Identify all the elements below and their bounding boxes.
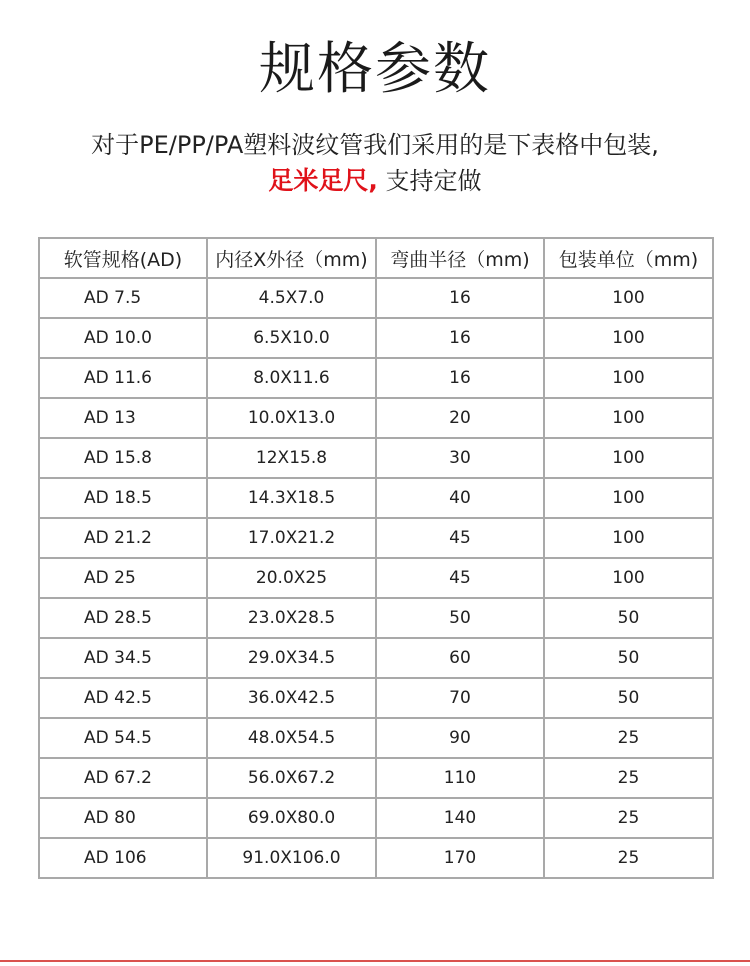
cell-diameter: 12X15.8 (207, 438, 376, 478)
description-line-2 (0, 164, 750, 198)
cell-package-unit: 100 (544, 398, 713, 438)
cell-diameter: 56.0X67.2 (207, 758, 376, 798)
cell-bend-radius: 45 (376, 558, 544, 598)
cell-diameter: 20.0X25 (207, 558, 376, 598)
cell-package-unit: 100 (544, 438, 713, 478)
cell-package-unit: 50 (544, 638, 713, 678)
table-row (39, 478, 713, 518)
cell-package-unit: 50 (544, 598, 713, 638)
cell-hose-spec: AD 42.5 (39, 678, 207, 718)
cell-package-unit: 25 (544, 758, 713, 798)
cell-bend-radius: 30 (376, 438, 544, 478)
cell-package-unit: 100 (544, 278, 713, 318)
cell-package-unit: 25 (544, 718, 713, 758)
cell-diameter: 10.0X13.0 (207, 398, 376, 438)
table-row (39, 758, 713, 798)
cell-hose-spec: AD 18.5 (39, 478, 207, 518)
cell-package-unit: 100 (544, 478, 713, 518)
cell-package-unit: 100 (544, 518, 713, 558)
cell-hose-spec: AD 13 (39, 398, 207, 438)
cell-hose-spec: AD 67.2 (39, 758, 207, 798)
description-line-1: 对于PE/PP/PA塑料波纹管我们采用的是下表格中包装, (91, 131, 659, 159)
cell-bend-radius: 20 (376, 398, 544, 438)
cell-package-unit: 25 (544, 838, 713, 878)
cell-diameter: 29.0X34.5 (207, 638, 376, 678)
page-title: 规格参数 (259, 37, 491, 102)
cell-hose-spec: AD 7.5 (39, 278, 207, 318)
cell-bend-radius: 40 (376, 478, 544, 518)
table-row (39, 558, 713, 598)
header-hose-spec: 软管规格(AD) (39, 238, 207, 278)
spec-table (38, 237, 714, 879)
cell-bend-radius: 110 (376, 758, 544, 798)
table-row (39, 598, 713, 638)
cell-hose-spec: AD 15.8 (39, 438, 207, 478)
cell-diameter: 14.3X18.5 (207, 478, 376, 518)
cell-diameter: 69.0X80.0 (207, 798, 376, 838)
table-row (39, 318, 713, 358)
cell-hose-spec: AD 28.5 (39, 598, 207, 638)
cell-hose-spec: AD 34.5 (39, 638, 207, 678)
cell-bend-radius: 16 (376, 278, 544, 318)
cell-hose-spec: AD 80 (39, 798, 207, 838)
table-row (39, 838, 713, 878)
table-row (39, 358, 713, 398)
table-row (39, 518, 713, 558)
cell-hose-spec: AD 21.2 (39, 518, 207, 558)
header-inner-outer-diameter: 内径X外径（mm) (207, 238, 376, 278)
bottom-divider (0, 960, 750, 962)
cell-bend-radius: 16 (376, 318, 544, 358)
cell-bend-radius: 50 (376, 598, 544, 638)
cell-package-unit: 50 (544, 678, 713, 718)
cell-diameter: 91.0X106.0 (207, 838, 376, 878)
cell-diameter: 17.0X21.2 (207, 518, 376, 558)
cell-hose-spec: AD 54.5 (39, 718, 207, 758)
highlight-text: 足米足尺, (268, 166, 378, 195)
cell-hose-spec: AD 106 (39, 838, 207, 878)
cell-hose-spec: AD 25 (39, 558, 207, 598)
header-bend-radius: 弯曲半径（mm) (376, 238, 544, 278)
table-row (39, 438, 713, 478)
table-row (39, 638, 713, 678)
cell-diameter: 8.0X11.6 (207, 358, 376, 398)
cell-package-unit: 100 (544, 558, 713, 598)
spec-table-body (39, 278, 713, 878)
table-row (39, 398, 713, 438)
table-row (39, 278, 713, 318)
table-header-row (39, 238, 713, 278)
cell-bend-radius: 70 (376, 678, 544, 718)
cell-hose-spec: AD 10.0 (39, 318, 207, 358)
cell-bend-radius: 60 (376, 638, 544, 678)
cell-diameter: 6.5X10.0 (207, 318, 376, 358)
table-row (39, 798, 713, 838)
cell-bend-radius: 45 (376, 518, 544, 558)
cell-package-unit: 25 (544, 798, 713, 838)
table-row (39, 678, 713, 718)
table-row (39, 718, 713, 758)
cell-package-unit: 100 (544, 358, 713, 398)
cell-hose-spec: AD 11.6 (39, 358, 207, 398)
cell-diameter: 4.5X7.0 (207, 278, 376, 318)
description-line-2-rest: 支持定做 (377, 167, 482, 195)
cell-bend-radius: 16 (376, 358, 544, 398)
cell-diameter: 23.0X28.5 (207, 598, 376, 638)
cell-bend-radius: 140 (376, 798, 544, 838)
cell-package-unit: 100 (544, 318, 713, 358)
cell-bend-radius: 90 (376, 718, 544, 758)
cell-diameter: 36.0X42.5 (207, 678, 376, 718)
cell-bend-radius: 170 (376, 838, 544, 878)
header-package-unit: 包装单位（mm) (544, 238, 713, 278)
cell-diameter: 48.0X54.5 (207, 718, 376, 758)
